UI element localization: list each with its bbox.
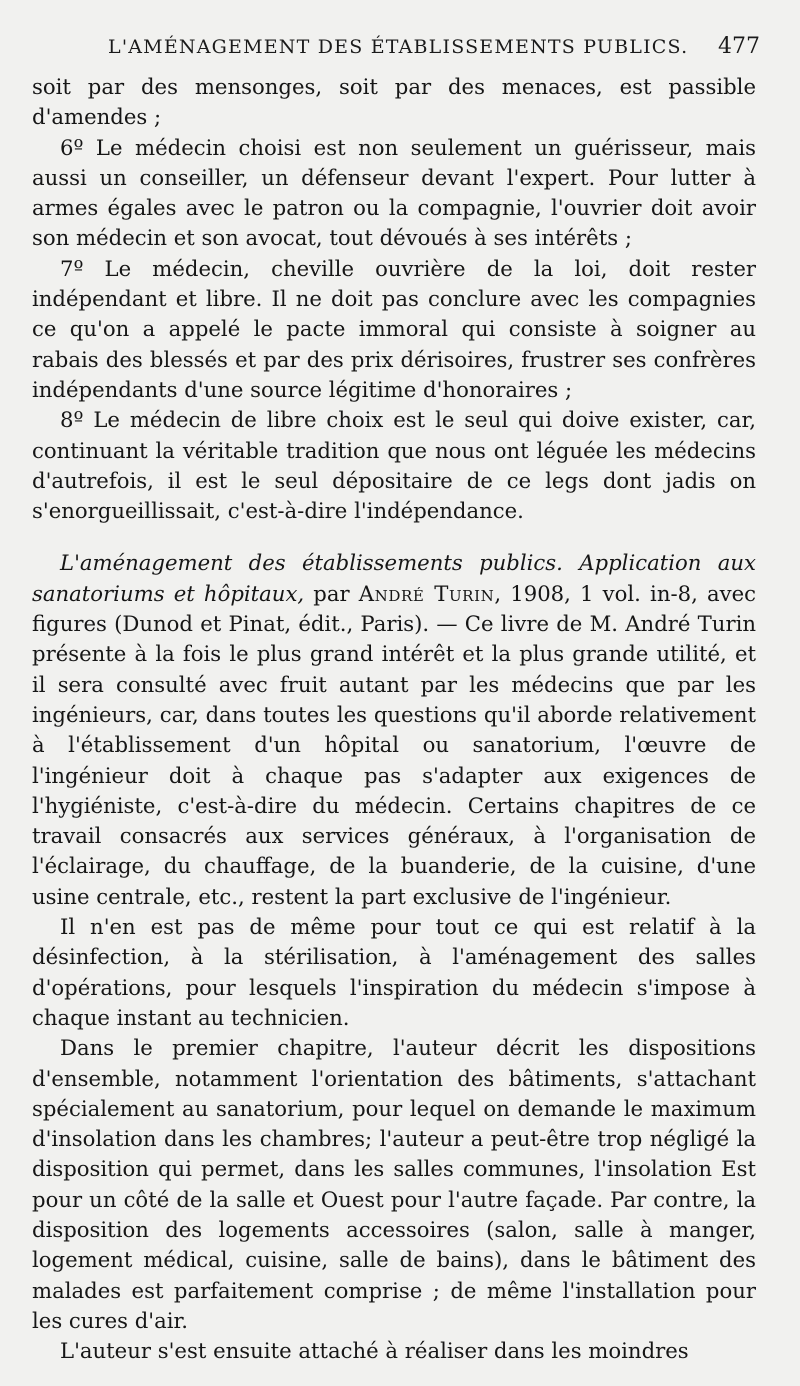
paragraph-item-6: 6º Le médecin choisi est non seulement un guérisseur, mais aussi un conseiller, un défenseur devant l'expert. Pour lutter à armes égales avec le patron ou la compagnie, l'ouvrier doit avoir son médecin et son avocat, tout dévoués à ses intérêts ;: [32, 134, 756, 251]
review-paragraph-4: L'auteur s'est ensuite attaché à réaliser dans les moindres: [60, 1338, 689, 1364]
running-title: L'AMÉNAGEMENT DES ÉTABLISSEMENTS PUBLICS.: [108, 36, 689, 58]
running-head: [32, 28, 760, 72]
book-title: L'aménagement des établissements publics. Application aux sanatoriums et hôpitaux,: [32, 550, 756, 606]
page-number: 477: [718, 34, 760, 59]
review-paragraph: [32, 548, 756, 912]
review-details: , 1908, 1 vol. in-8, avec figures (Dunod et Pinat, édit., Paris). — Ce livre de M. André Turin présente à la fois le plus grand intérêt et la plus grande utilité, et il sera consulté avec fruit autant par les médecins que par les ingénieurs, car, dans toutes les questions qu'il aborde relativement à l'établissement d'un hôpital ou sanatorium, l'œuvre de l'ingénieur doit à chaque pas s'adapter aux exigences de l'hygiéniste, c'est-à-dire du médecin. Certains chapitres de ce travail consacrés aux services généraux, à l'organisation de l'éclairage, du chauffage, de la buanderie, de la cuisine, d'une usine centrale, etc., restent la part exclusive de l'ingénieur.: [32, 580, 756, 909]
paragraph-item-7: 7º Le médecin, cheville ouvrière de la loi, doit rester indépendant et libre. Il ne doit pas conclure avec les compagnies ce qu'on a appelé le pacte immoral qui consiste à soigner au rabais des blessés et par des prix dérisoires, frustrer ses confrères indépendants d'une source légitime d'honoraires ;: [32, 255, 756, 402]
book-author: André Turin: [358, 580, 495, 606]
review-paragraph-3: Dans le premier chapitre, l'auteur décrit les dispositions d'ensemble, notamment l'orientation des bâtiments, s'attachant spécialement au sanatorium, pour lequel on demande le maximum d'insolation dans les chambres; l'auteur a peut-être trop négligé la disposition qui permet, dans les salles communes, l'insolation Est pour un côté de la salle et Ouest pour l'autre façade. Par contre, la disposition des logements accessoires (salon, salle à manger, logement médical, cuisine, salle de bains), dans le bâtiment des malades est parfaitement comprise ; de même l'installation pour les cures d'air.: [32, 1035, 756, 1333]
body-text: [32, 72, 756, 1366]
review-by: par: [304, 580, 359, 606]
paragraph-continuation: soit par des mensonges, soit par des menaces, est passible d'amendes ;: [32, 74, 756, 130]
review-paragraph-2: Il n'en est pas de même pour tout ce qui est relatif à la désinfection, à la stérilisation, à l'aménagement des salles d'opérations, pour lesquels l'inspiration du médecin s'impose à chaque instant au technicien.: [32, 914, 756, 1030]
paragraph-item-8: 8º Le médecin de libre choix est le seul qui doive exister, car, continuant la véritable tradition que nous ont léguée les médecins d'autrefois, il est le seul dépositaire de ce legs dont jadis on s'enorgueillissait, c'est-à-dire l'indépendance.: [32, 407, 756, 524]
